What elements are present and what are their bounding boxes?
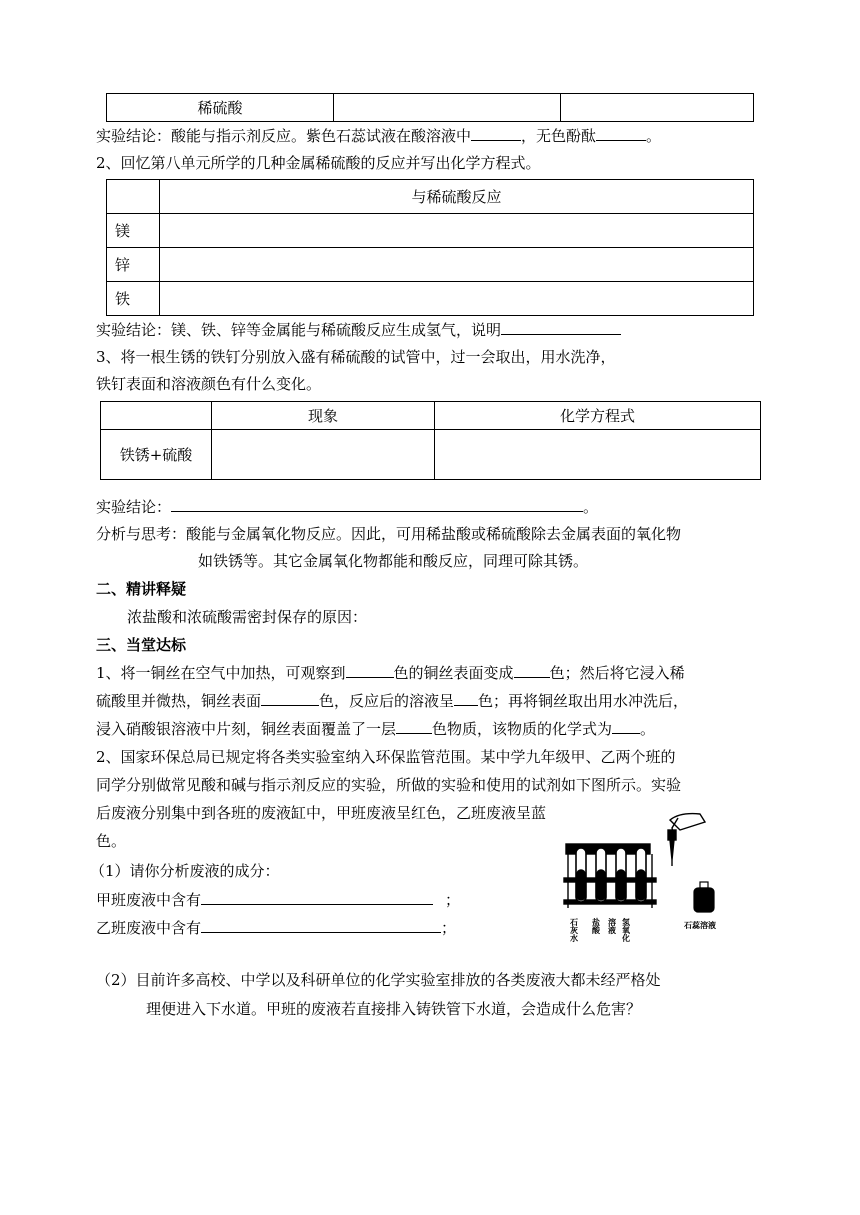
answer-blank[interactable]	[201, 918, 441, 933]
table-acid-indicator	[106, 93, 754, 122]
tube-label: 石灰水	[569, 918, 579, 942]
answer-blank[interactable]	[396, 719, 432, 734]
header-equation: 化学方程式	[435, 402, 761, 430]
answer-blank[interactable]	[454, 691, 478, 706]
answer-blank[interactable]	[346, 663, 394, 678]
bottle-icon	[694, 882, 714, 912]
bottle-label: 石蕊溶液	[684, 921, 716, 930]
cell-empty	[101, 402, 212, 430]
problem-2-sub2-line1: （2）目前许多高校、中学以及科研单位的化学实验室排放的各类废液大都未经严格处	[96, 971, 661, 989]
question-3-line1: 3、将一根生锈的铁钉分别放入盛有稀硫酸的试管中，过一会取出，用水洗净，	[96, 348, 616, 366]
question-3-line2: 铁钉表面和溶液颜色有什么变化。	[96, 375, 322, 393]
metal-fe: 铁	[107, 282, 160, 316]
experiment-figure	[560, 808, 760, 953]
row-label: 稀硫酸	[107, 94, 334, 122]
answer-blank[interactable]	[201, 890, 433, 905]
answer-blank[interactable]	[471, 126, 521, 141]
tube-label: 氢氧化	[621, 918, 631, 942]
problem-1-line2: 硫酸里并微热，铜丝表面 色，反应后的溶液呈 色；再将铜丝取出用水冲洗后，	[96, 692, 689, 710]
analysis-line2: 如铁锈等。其它金属氧化物都能和酸反应，同理可除其锈。	[198, 552, 589, 570]
yi-waste-line: 乙班废液中含有 ；	[96, 919, 457, 937]
cell-empty	[334, 94, 561, 122]
problem-2-line2: 同学分别做常见酸和碱与指示剂反应的实验，所做的实验和使用的试剂如下图所示。实验	[96, 776, 682, 794]
dropper-icon	[668, 814, 705, 866]
problem-2-line3: 后废液分别集中到各班的废液缸中，甲班废液呈红色，乙班废液呈蓝	[96, 804, 547, 822]
cell-empty	[561, 94, 754, 122]
answer-blank[interactable]	[596, 126, 646, 141]
table-metal-reactions	[106, 179, 754, 316]
analysis-line1: 分析与思考：酸能与金属氧化物反应。因此，可用稀盐酸或稀硫酸除去金属表面的氧化物	[96, 525, 682, 543]
section-2-text: 浓盐酸和浓硫酸需密封保存的原因：	[127, 608, 368, 626]
problem-1-line3: 浸入硝酸银溶液中片刻，铜丝表面覆盖了一层 色物质，该物质的化学式为 。	[96, 720, 656, 738]
tube-label: 盐酸	[591, 918, 601, 934]
header-phenomenon: 现象	[212, 402, 435, 430]
answer-cell[interactable]	[160, 282, 754, 316]
section-2-title: 二、精讲释疑	[96, 580, 187, 598]
answer-blank[interactable]	[514, 663, 550, 678]
problem-2-sub2-line2: 理便进入下水道。甲班的废液若直接排入铸铁管下水道，会造成什么危害？	[146, 1000, 642, 1018]
problem-2-line1: 2、国家环保总局已规定将各类实验室纳入环保监管范围。某中学九年级甲、乙两个班的	[96, 748, 676, 766]
conclusion-2: 实验结论：镁、铁、锌等金属能与稀硫酸反应生成氢气，说明	[96, 320, 621, 340]
section-3-title: 三、当堂达标	[96, 636, 187, 654]
cell-empty	[107, 180, 160, 214]
answer-cell[interactable]	[160, 214, 754, 248]
answer-blank[interactable]	[171, 497, 583, 512]
problem-2-line4: 色。	[96, 832, 127, 850]
conclusion-3: 实验结论： 。	[96, 498, 599, 516]
jia-waste-line: 甲班废液中含有 ；	[96, 891, 461, 909]
question-2-title: 2、回忆第八单元所学的几种金属稀硫酸的反应并写出化学方程式。	[96, 154, 541, 172]
answer-blank[interactable]	[612, 719, 640, 734]
conclusion-1: 实验结论：酸能与指示剂反应。紫色石蕊试液在酸溶液中 ，无色酚酞 。	[96, 127, 662, 145]
answer-cell[interactable]	[435, 430, 761, 480]
answer-cell[interactable]	[160, 248, 754, 282]
table-rust-acid	[100, 401, 761, 480]
header-reaction: 与稀硫酸反应	[160, 180, 754, 214]
problem-1-line1: 1、将一铜丝在空气中加热，可观察到 色的铜丝表面变成 色；然后将它浸入稀	[96, 664, 685, 682]
metal-zn: 锌	[107, 248, 160, 282]
problem-2-sub1: （1）请你分析废液的成分：	[90, 862, 280, 880]
tube-label: 溶液	[607, 918, 617, 934]
answer-cell[interactable]	[212, 430, 435, 480]
answer-blank[interactable]	[501, 320, 621, 335]
metal-mg: 镁	[107, 214, 160, 248]
test-tubes	[576, 848, 646, 902]
row-label: 铁锈+硫酸	[101, 430, 212, 480]
answer-blank[interactable]	[261, 691, 319, 706]
